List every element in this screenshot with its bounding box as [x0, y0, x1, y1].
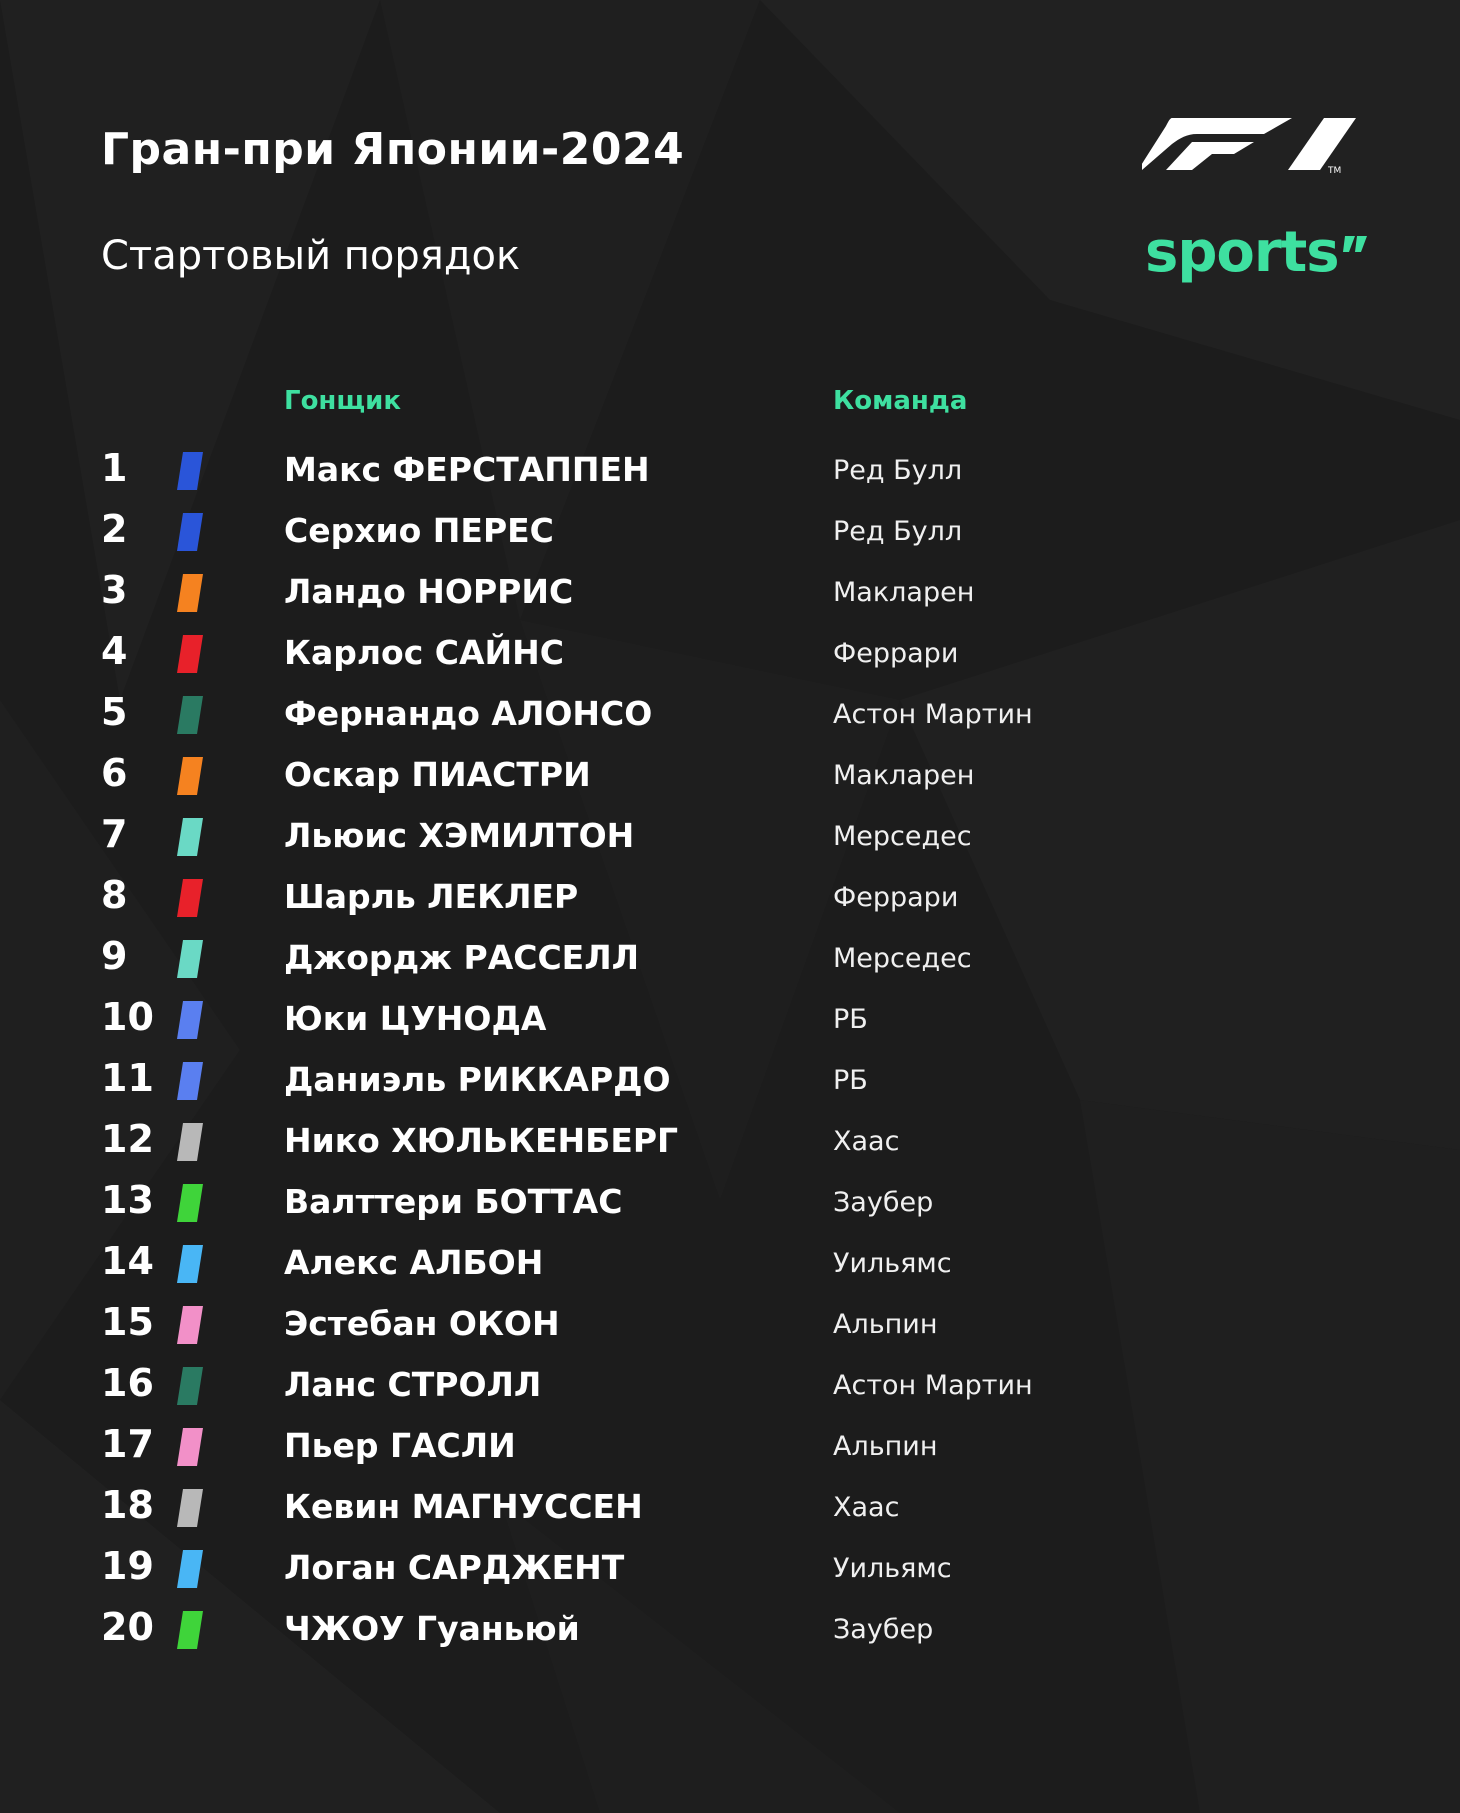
driver-name: Макс ФЕРСТАППЕН [284, 450, 650, 489]
team-color-stripe-icon [177, 513, 203, 551]
team-color-stripe-icon [177, 696, 203, 734]
team-color-stripe-icon [177, 757, 203, 795]
page-subtitle: Стартовый порядок [101, 233, 521, 279]
table-row [0, 1477, 1460, 1538]
team-name: Уильямс [833, 1248, 952, 1279]
team-name: Хаас [833, 1126, 900, 1157]
table-row [0, 684, 1460, 745]
table-row [0, 440, 1460, 501]
team-color-stripe-icon [177, 1062, 203, 1100]
table-row [0, 1294, 1460, 1355]
table-row [0, 1050, 1460, 1111]
grid-position: 17 [101, 1422, 154, 1466]
grid-position: 11 [101, 1056, 154, 1100]
driver-name: Ландо НОРРИС [284, 572, 574, 611]
driver-name: Логан САРДЖЕНТ [284, 1548, 625, 1587]
table-row [0, 1355, 1460, 1416]
table-row [0, 806, 1460, 867]
team-name: Ред Булл [833, 455, 963, 486]
column-header-driver: Гонщик [284, 386, 401, 416]
driver-name: Фернандо АЛОНСО [284, 694, 653, 733]
team-color-stripe-icon [177, 1001, 203, 1039]
table-row [0, 1599, 1460, 1660]
driver-name: Оскар ПИАСТРИ [284, 755, 591, 794]
team-name: Альпин [833, 1431, 938, 1462]
team-color-stripe-icon [177, 635, 203, 673]
grid-position: 15 [101, 1300, 154, 1344]
team-name: Астон Мартин [833, 699, 1033, 730]
team-color-stripe-icon [177, 1550, 203, 1588]
team-color-stripe-icon [177, 1428, 203, 1466]
table-row [0, 1111, 1460, 1172]
sports-logo [1145, 220, 1371, 285]
table-row [0, 562, 1460, 623]
driver-name: Кевин МАГНУССЕН [284, 1487, 643, 1526]
driver-name: Джордж РАССЕЛЛ [284, 938, 640, 977]
driver-name: Валттери БОТТАС [284, 1182, 623, 1221]
page-title: Гран-при Японии-2024 [101, 124, 685, 175]
team-color-stripe-icon [177, 1306, 203, 1344]
table-row [0, 1172, 1460, 1233]
grid-position: 8 [101, 873, 128, 917]
grid-position: 3 [101, 568, 128, 612]
team-color-stripe-icon [177, 1489, 203, 1527]
grid-table [0, 440, 1460, 1660]
team-color-stripe-icon [177, 1184, 203, 1222]
driver-name: Пьер ГАСЛИ [284, 1426, 516, 1465]
driver-name: Ланс СТРОЛЛ [284, 1365, 542, 1404]
column-header-team: Команда [833, 386, 968, 416]
team-name: РБ [833, 1065, 868, 1096]
grid-position: 4 [101, 629, 128, 673]
team-name: Хаас [833, 1492, 900, 1523]
team-name: Ред Булл [833, 516, 963, 547]
table-row [0, 1233, 1460, 1294]
table-row [0, 623, 1460, 684]
team-color-stripe-icon [177, 574, 203, 612]
driver-name: Даниэль РИККАРДО [284, 1060, 671, 1099]
grid-position: 6 [101, 751, 128, 795]
driver-name: Шарль ЛЕКЛЕР [284, 877, 579, 916]
driver-name: Эстебан ОКОН [284, 1304, 560, 1343]
team-name: Уильямс [833, 1553, 952, 1584]
svg-text:TM: TM [1328, 166, 1342, 174]
team-name: Альпин [833, 1309, 938, 1340]
driver-name: Алекс АЛБОН [284, 1243, 544, 1282]
team-name: Макларен [833, 760, 975, 791]
table-row [0, 867, 1460, 928]
table-row [0, 745, 1460, 806]
team-color-stripe-icon [177, 940, 203, 978]
team-color-stripe-icon [177, 818, 203, 856]
grid-position: 12 [101, 1117, 154, 1161]
driver-name: Юки ЦУНОДА [284, 999, 547, 1038]
grid-position: 18 [101, 1483, 154, 1527]
driver-name: Карлос САЙНС [284, 633, 564, 672]
team-color-stripe-icon [177, 1611, 203, 1649]
table-row [0, 928, 1460, 989]
team-name: Заубер [833, 1614, 934, 1645]
grid-position: 20 [101, 1605, 154, 1649]
table-row [0, 1416, 1460, 1477]
team-name: Феррари [833, 882, 959, 913]
grid-position: 16 [101, 1361, 154, 1405]
driver-name: Серхио ПЕРЕС [284, 511, 554, 550]
team-name: Астон Мартин [833, 1370, 1033, 1401]
driver-name: Нико ХЮЛЬКЕНБЕРГ [284, 1121, 679, 1160]
team-name: Заубер [833, 1187, 934, 1218]
grid-position: 1 [101, 446, 128, 490]
grid-position: 2 [101, 507, 128, 551]
grid-position: 19 [101, 1544, 154, 1588]
table-row [0, 501, 1460, 562]
team-color-stripe-icon [177, 1367, 203, 1405]
table-row [0, 1538, 1460, 1599]
team-color-stripe-icon [177, 452, 203, 490]
sports-logo-text: sports [1145, 220, 1339, 285]
grid-position: 14 [101, 1239, 154, 1283]
driver-name: ЧЖОУ Гуаньюй [284, 1609, 580, 1648]
team-name: Мерседес [833, 943, 972, 974]
team-name: Феррари [833, 638, 959, 669]
f1-logo-icon [1142, 114, 1356, 174]
team-name: РБ [833, 1004, 868, 1035]
team-color-stripe-icon [177, 879, 203, 917]
grid-position: 5 [101, 690, 128, 734]
team-name: Макларен [833, 577, 975, 608]
grid-position: 7 [101, 812, 128, 856]
table-row [0, 989, 1460, 1050]
grid-position: 10 [101, 995, 154, 1039]
grid-position: 13 [101, 1178, 154, 1222]
team-name: Мерседес [833, 821, 972, 852]
sports-tick-icon [1341, 232, 1371, 262]
team-color-stripe-icon [177, 1123, 203, 1161]
team-color-stripe-icon [177, 1245, 203, 1283]
driver-name: Льюис ХЭМИЛТОН [284, 816, 635, 855]
grid-position: 9 [101, 934, 128, 978]
